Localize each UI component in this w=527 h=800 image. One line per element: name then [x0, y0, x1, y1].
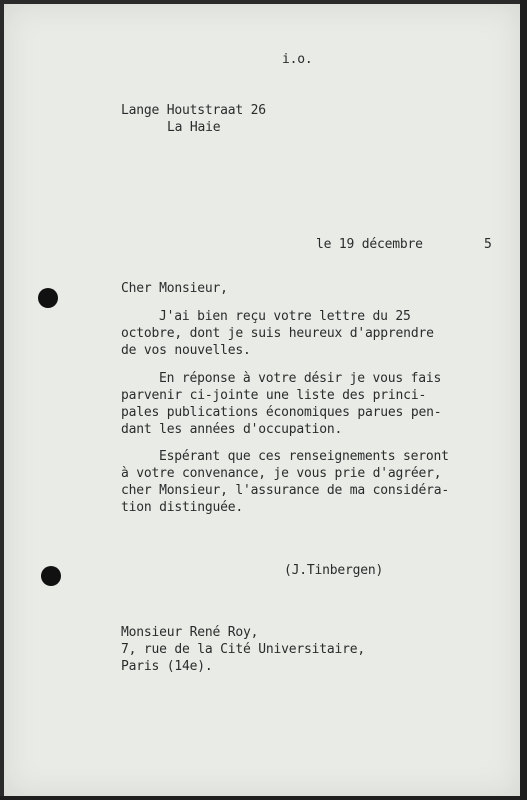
paragraph-line: de vos nouvelles.: [121, 343, 251, 358]
paragraph-line: J'ai bien reçu votre lettre du 25: [159, 309, 411, 324]
letter-date: le 19 décembre: [316, 237, 423, 252]
recipient-name: Monsieur René Roy,: [121, 625, 259, 640]
paragraph-line: dant les années d'occupation.: [121, 422, 343, 437]
paragraph-line: Espérant que ces renseignements seront: [159, 449, 449, 464]
paragraph-line: tion distinguée.: [121, 500, 244, 515]
scan-border-right: [520, 0, 527, 800]
punch-hole-top: [38, 288, 58, 308]
scan-border-bottom: [0, 796, 527, 800]
paragraph-line: octobre, dont je suis heureux d'apprendre: [121, 326, 434, 341]
signature: (J.Tinbergen): [284, 563, 384, 578]
paragraph-line: cher Monsieur, l'assurance de ma considéra-: [121, 483, 449, 498]
paragraph-line: parvenir ci-jointe une liste des princi-: [121, 388, 427, 403]
recipient-street: 7, rue de la Cité Universitaire,: [121, 642, 366, 657]
sender-city: La Haie: [167, 120, 221, 135]
letter-page: [4, 4, 520, 796]
sender-street: Lange Houtstraat 26: [121, 103, 266, 118]
paragraph-line: à votre convenance, je vous prie d'agréer,: [121, 466, 442, 481]
recipient-city: Paris (14e).: [121, 659, 213, 674]
page-marker: 5: [484, 237, 492, 252]
salutation: Cher Monsieur,: [121, 281, 228, 296]
paragraph-line: En réponse à votre désir je vous fais: [159, 371, 442, 386]
punch-hole-bottom: [41, 566, 61, 586]
reference-mark: i.o.: [282, 52, 313, 67]
paragraph-line: pales publications économiques parues pen-: [121, 405, 442, 420]
